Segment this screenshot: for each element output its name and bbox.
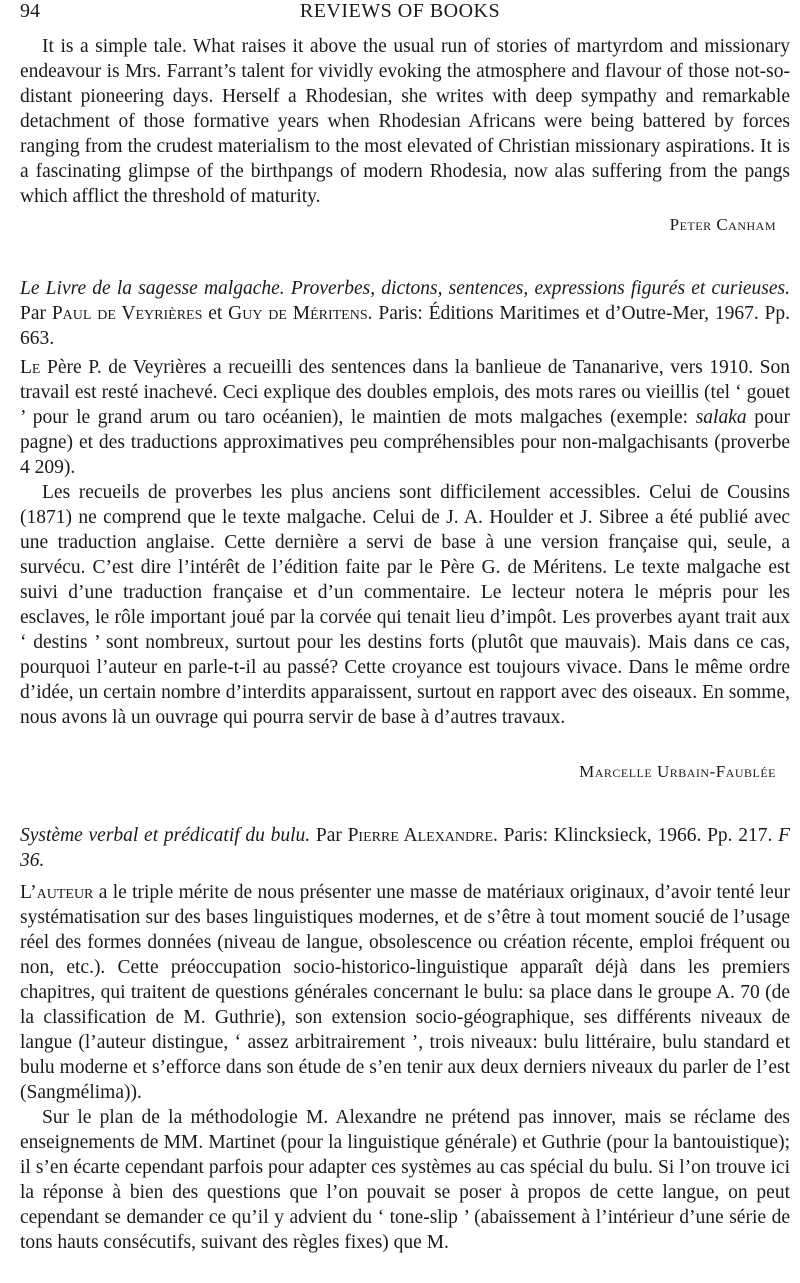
review-3-book-title: Système verbal et prédicatif du bulu. [20,825,311,846]
review-3-lead-word: L’auteur [20,882,94,903]
review-3-par: Par [315,825,342,846]
review-3-paragraph-1 [20,880,790,1105]
review-3-publication: Paris: Klincksieck, 1966. Pp. 217. [503,825,773,846]
review-2-p1-part-b: pour pagne) et des traductions approximatives peu compréhensibles pour non-malgachisants (proverbe 4 209). [20,407,791,478]
review-1-paragraph: It is a simple tale. What raises it above the usual run of stories of martyrdom and missionary endeavour is Mrs. Farrant’s talent for vividly evoking the atmosphere and flavour of those not-so-distant pioneering days. Herself a Rhodesian, she writes with deep sympathy and remarkable detachment of those formative years when Rhodesian Africans were being battered by forces ranging from the crudest materialism to the most elevated of Christian missionary aspirations. It is a fascinating glimpse of the birthpangs of modern Rhodesia, now alas suffering from the pangs which afflict the threshold of maturity. [20,36,790,207]
review-2-author-1: Paul de Veyrières [51,303,203,324]
review-3-price: F 36. [20,825,791,871]
review-2-p1-part-a: Père P. de Veyrières a recueilli des sentences dans la banlieue de Tananarive, vers 1910. Son travail est resté inachevé. Ceci explique des doubles emplois, des mots rares ou vieillis (tel ‘ gouet ’ pour le grand arum ou taro océanien), le maintien de mots malgaches (exemple: [20,357,791,428]
review-2-text [20,355,790,730]
review-3-paragraph-2: Sur le plan de la méthodologie M. Alexandre ne prétend pas innover, mais se réclame des enseignements de MM. Martinet (pour la linguistique générale) et Guthrie (pour la bantouistique); il s’en écarte cependant parfois pour adapter ces systèmes au cas spécial du bulu. Si l’on trouve ici la réponse à bien des questions que l’on pouvait se poser à propos de cette langue, on peut cependant se demander ce qu’il y advient du ‘ tone-slip ’ (abaissement à l’intérieur d’une série de tons hauts consécutifs, suivant des règles fixes) que M. [20,1107,790,1253]
review-1-text [20,34,790,209]
review-3-author: Pierre Alexandre. [347,825,498,846]
review-2-et: et [208,303,223,324]
review-2-book-title: Le Livre de la sagesse malgache. Proverbes, dictons, sentences, expressions figurés et curieuses. [20,278,790,299]
review-2-publication: Paris: Éditions Maritimes et d’Outre-Mer, 1967. Pp. 663. [20,303,791,349]
review-3-text [20,880,790,1255]
review-2-paragraph-1 [20,355,790,480]
review-2-citation [20,276,790,351]
review-1-reviewer: Peter Canham [669,215,776,234]
review-3-citation [20,823,790,873]
review-2-paragraph-2: Les recueils de proverbes les plus anciens sont difficilement accessibles. Celui de Cousins (1871) ne comprend que le texte malgache. Celui de J. A. Houlder et J. Sibree a été publié avec une traduction anglaise. Cette dernière a servi de base à une version française qui, seule, a survécu. C’est dire l’intérêt de l’édition faite par le Père G. de Méritens. Le texte malgache est suivi d’une traduction française et d’un commentaire. Le lecteur notera le mépris pour les esclaves, le rôle important joué par la corvée qui tenait lieu d’impôt. Les proverbes ayant trait aux ‘ destins ’ sont nombreux, surtout pour les destins forts (plutôt que mauvais). Mais dans ce cas, pourquoi l’auteur en parle-t-il au passé? Cette croyance est toujours vivace. Dans le même ordre d’idée, un certain nombre d’interdits apparaissent, surtout en rapport avec des oiseaux. En somme, nous avons là un ouvrage qui pourra servir de base à d’autres travaux. [20,482,790,728]
review-2-lead-word: Le [20,357,41,378]
page-number: 94 [20,0,40,22]
review-2-author-2: Guy de Méritens. [228,303,373,324]
review-2-italic-word: salaka [695,407,747,428]
page-header [20,0,780,26]
review-2-reviewer: Marcelle Urbain-Faublée [579,762,776,781]
running-title: REVIEWS OF BOOKS [299,0,501,22]
review-3-p1-body: a le triple mérite de nous présenter une masse de matériaux originaux, d’avoir tenté leur systématisation sur des bases linguistiques modernes, et de s’être à tout moment soucié de l’usage réel des formes données (niveau de langue, obsolescence ou création récente, emploi fréquent ou non, etc.). Cette préoccupation socio-historico-linguistique apparaît déjà dans les premiers chapitres, qui traitent de questions générales concernant le bulu: sa place dans le groupe A. 70 (de la classification de M. Guthrie), son extension socio-géographique, ses différents niveaux de langue (l’auteur distingue, ‘ assez arbitrairement ’, trois niveaux: bulu littéraire, bulu standard et bulu moderne et s’efforce dans son étude de s’en tenir aux deux derniers niveaux du parler de l’est (Sangmélima)). [20,882,790,1103]
review-2-par: Par [20,303,46,324]
